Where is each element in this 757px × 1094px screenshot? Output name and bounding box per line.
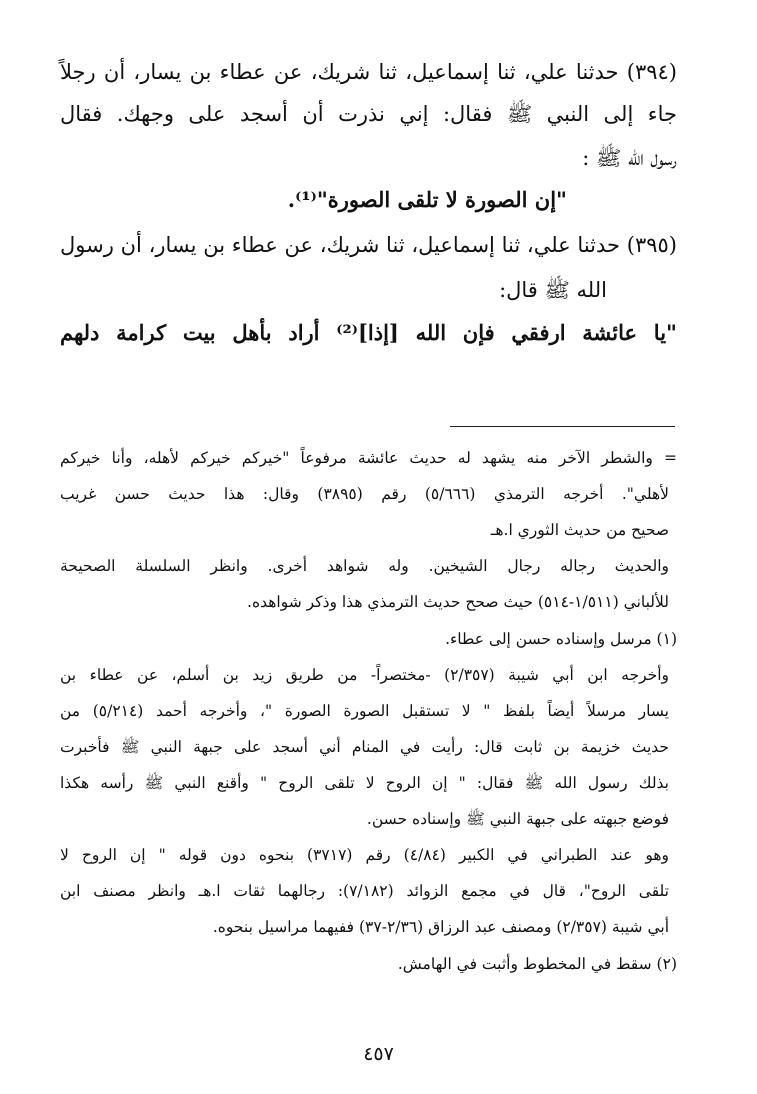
hadith-394-line-2: جاء إلى النبي ﷺ فقال: إني نذرت أن أسجد على وجهك. فقال <box>60 102 677 126</box>
footnote-line: وهو عند الطبراني في الكبير (٤/٨٤) رقم (٣٧١٧) بنحوه دون قوله " إن الروح لا <box>60 846 669 864</box>
hadith-394-line-1: (٣٩٤) حدثنا علي، ثنا إسماعيل، ثنا شريك، عن عطاء بن يسار، أن رجلاً <box>60 60 677 84</box>
hadith-395-text: "يا عائشة ارفقي فإن الله [إذا]⁽²⁾ أراد بأهل بيت كرامة دلهم <box>60 320 677 345</box>
hadith-394-text: "إن الصورة لا تلقى الصورة"⁽¹⁾. <box>287 187 567 212</box>
footnote-line: وأخرجه ابن أبي شيبة (٢/٣٥٧) -مختصراً- من طريق زيد بن أسلم، عن عطاء بن <box>60 666 669 684</box>
footnote-line: والحديث رجاله رجال الشيخين. وله شواهد أخرى. وانظر السلسلة الصحيحة <box>60 557 669 575</box>
footnote-line: للألباني (١/٥١١-٥١٤) حيث صحح حديث الترمذي هذا وذكر شواهده. <box>247 593 669 611</box>
footnote-line: أبي شيبة (٢/٣٥٧) ومصنف عبد الرزاق (٢/٣٦-٣٧) ففيهما مراسيل بنحوه. <box>212 918 669 936</box>
footnote-line: بذلك رسول الله ﷺ فقال: " إن الروح لا تلقى الروح " وأقنع النبي ﷺ رأسه هكذا <box>60 774 669 792</box>
footnote-line: فوضع جبهته على جبهة النبي ﷺ وإسناده حسن. <box>366 810 669 828</box>
footnote-1-heading: (١) مرسل وإسناده حسن إلى عطاء. <box>445 630 677 648</box>
page-number: ٤٥٧ <box>363 1043 394 1065</box>
footnote-line: يسار مرسلاً أيضاً بلفظ " لا تستقبل الصورة الصورة "، وأخرجه أحمد (٥/٢١٤) من <box>60 702 670 720</box>
hadith-394-line-3: رسول الله ﷺ : <box>582 146 677 170</box>
footnote-line: = والشطر الآخر منه يشهد له حديث عائشة مرفوعاً "خيركم خيركم لأهله، وأنا خيركم <box>60 449 677 467</box>
footnote-line: حديث خزيمة بن ثابت قال: رأيت في المنام أني أسجد على جبهة النبي ﷺ فأخبرت <box>60 738 669 756</box>
footnote-2: (٢) سقط في المخطوط وأثبت في الهامش. <box>397 955 677 973</box>
hadith-395-line-2: الله ﷺ قال: <box>499 278 607 302</box>
hadith-395-line-1: (٣٩٥) حدثنا علي، ثنا إسماعيل، ثنا شريك، عن عطاء بن يسار، أن رسول <box>60 233 677 257</box>
footnote-line: صحيح من حديث الثوري ا.هـ <box>490 521 669 539</box>
footnote-line: لأهلي". أخرجه الترمذي (٥/٦٦٦) رقم (٣٨٩٥) وقال: هذا حديث حسن غريب <box>60 485 669 503</box>
footnote-line: تلقى الروح"، قال في مجمع الزوائد (٧/١٨٢): رجالهما ثقات ا.هـ وانظر مصنف ابن <box>60 882 669 900</box>
footnote-separator <box>450 426 675 427</box>
